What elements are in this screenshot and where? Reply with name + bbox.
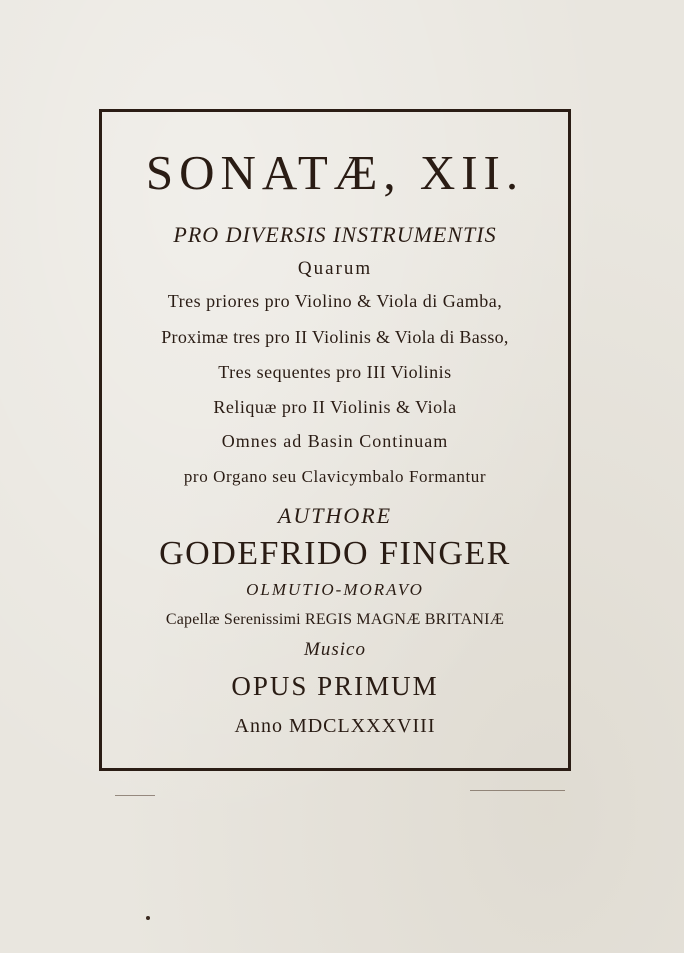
instrumentation-line-3: Tres sequentes pro III Violinis (218, 362, 452, 382)
instrumentation-line-6: pro Organo seu Clavicymbalo Formantur (183, 467, 487, 486)
instrumentation-line-2: Proximæ tres pro II Violinis & Viola di Basso, (161, 327, 509, 347)
composer-name: GODEFRIDO FINGER (159, 535, 511, 572)
paper-mark (115, 795, 155, 796)
capella-line: Capellæ Serenissimi REGIS MAGNÆ BRITANIÆ (165, 611, 505, 628)
composer-origin: OLMUTIO-MORAVO (246, 580, 424, 599)
authore-label: AUTHORE (277, 503, 393, 528)
instrumentation-line-1: Tres priores pro Violino & Viola di Gamba, (167, 291, 503, 311)
paper-spot (146, 916, 150, 920)
paper-mark (470, 790, 565, 791)
instrumentation-line-4: Reliquæ pro II Violinis & Viola (213, 397, 457, 417)
opus-number: OPUS PRIMUM (231, 671, 439, 701)
work-subtitle: PRO DIVERSIS INSTRUMENTIS (173, 222, 497, 247)
musico-line: Musico (304, 639, 366, 660)
quarum-line: Quarum (297, 258, 373, 279)
publication-year: Anno MDCLXXXVIII (234, 715, 436, 737)
instrumentation-line-5: Omnes ad Basin Continuam (221, 431, 449, 451)
work-title: SONATÆ, XII. (145, 145, 525, 200)
